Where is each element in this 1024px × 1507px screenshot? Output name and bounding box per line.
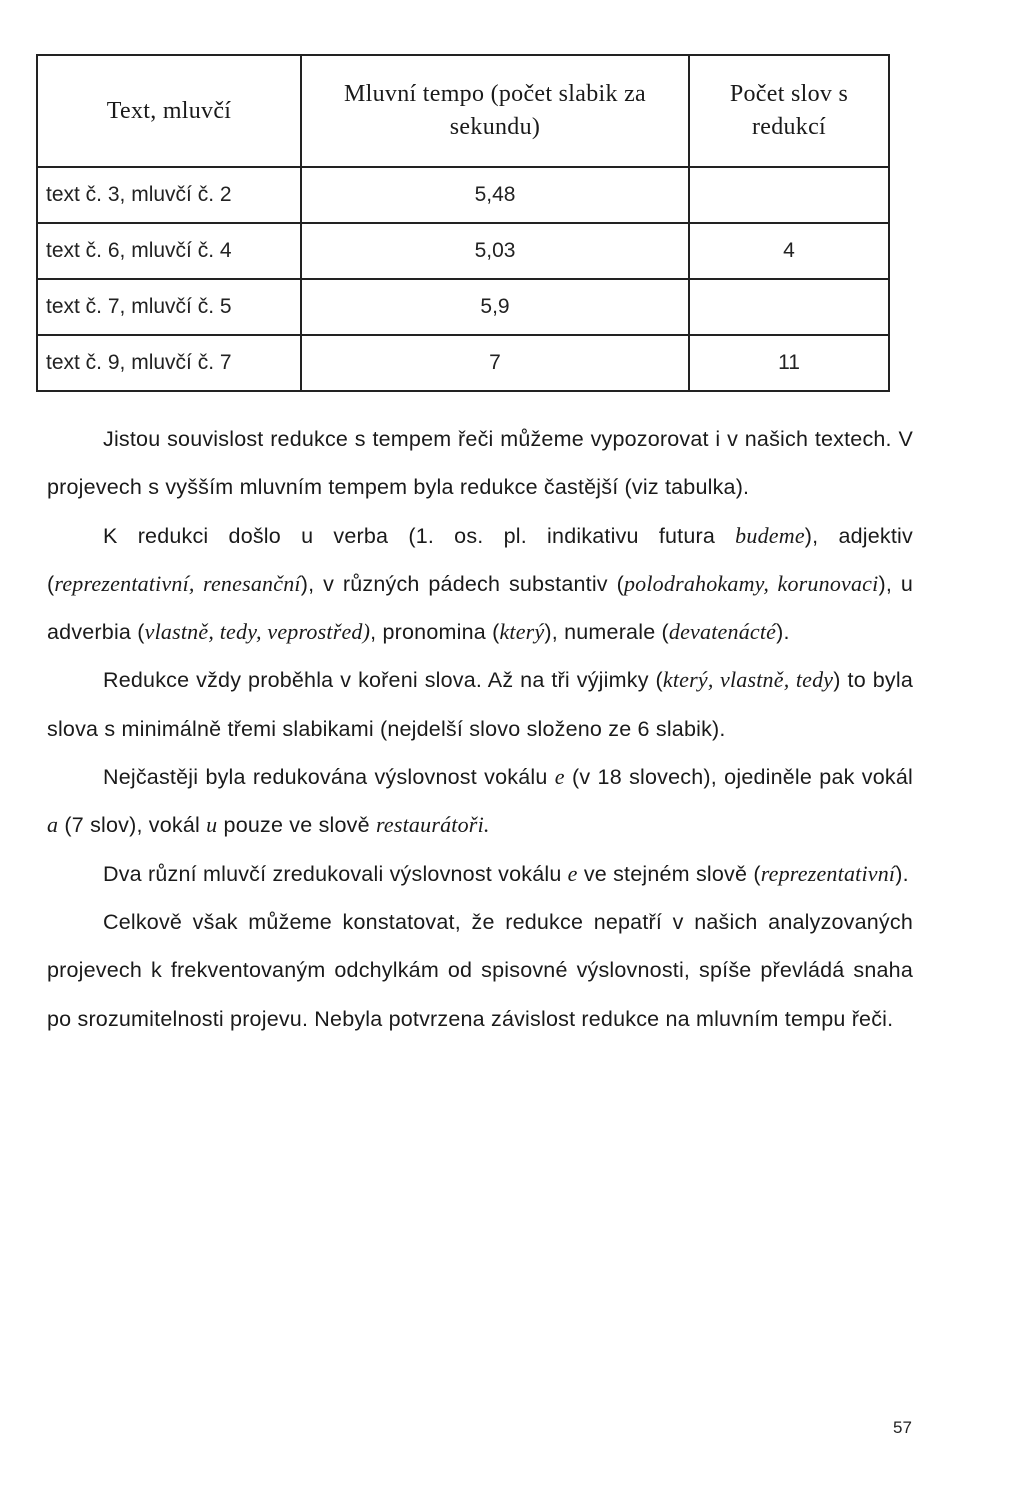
- paragraph-root-reduction: Redukce vždy proběhla v kořeni slova. Až na tři výjimky (který, vlastně, tedy) to byla slova s minimálně třemi slabikami (nejdelší slovo složeno ze 6 slabik).: [47, 667, 913, 741]
- header-text-speaker: Text, mluvčí: [37, 55, 301, 167]
- paragraph-reduced-word-classes: K redukci došlo u verba (1. os. pl. indikativu futura budeme), adjektiv (reprezentativní, renesanční), v různých pádech substantiv (polodrahokamy, korunovaci), u adverbia (vlastně, tedy, veprostřed), pronomina (který), numerale (devatenácté).: [47, 522, 913, 645]
- cell-text-speaker: text č. 3, mluvčí č. 2: [37, 167, 301, 223]
- table-row: [37, 335, 889, 391]
- cell-text-speaker: text č. 7, mluvčí č. 5: [37, 279, 301, 335]
- cell-text-speaker: text č. 6, mluvčí č. 4: [37, 223, 301, 279]
- paragraph-vowel-frequency: Nejčastěji byla redukována výslovnost vokálu e (v 18 slovech), ojediněle pak vokál a (7 slov), vokál u pouze ve slově restaurátoři.: [47, 764, 914, 838]
- cell-tempo: 7: [301, 335, 689, 391]
- cell-text-speaker: text č. 9, mluvčí č. 7: [37, 335, 301, 391]
- cell-reduced-count: [689, 167, 889, 223]
- table-row: [37, 223, 889, 279]
- cell-tempo: 5,03: [301, 223, 689, 279]
- cell-reduced-count: 11: [689, 335, 889, 391]
- table-row: [37, 279, 889, 335]
- table-header-row: [37, 55, 889, 167]
- paragraph-tempo-relation: Jistou souvislost redukce s tempem řeči můžeme vypozorovat i v našich textech. V projevech s vyšším mluvním tempem byla redukce častější (viz tabulka).: [47, 427, 913, 500]
- cell-tempo: 5,48: [301, 167, 689, 223]
- cell-reduced-count: 4: [689, 223, 889, 279]
- table-row: [37, 167, 889, 223]
- header-speech-tempo: Mluvní tempo (počet slabik za sekundu): [301, 55, 689, 167]
- page-number: 57: [893, 1418, 912, 1437]
- header-reduced-words: Počet slov s redukcí: [689, 55, 889, 167]
- data-table: [36, 54, 890, 392]
- cell-tempo: 5,9: [301, 279, 689, 335]
- cell-reduced-count: [689, 279, 889, 335]
- body-text: [47, 415, 913, 1043]
- paragraph-two-speakers: Dva různí mluvčí zredukovali výslovnost vokálu e ve stejném slově (reprezentativní).: [103, 860, 909, 886]
- paragraph-conclusion: Celkově však můžeme konstatovat, že redukce nepatří v našich analyzovaných projevech k frekventovaným odchylkám od spisovné výslovnosti, spíše převládá snaha po srozumitelnosti projevu. Nebyla potvrzena závislost redukce na mluvním tempu řeči.: [47, 909, 913, 1031]
